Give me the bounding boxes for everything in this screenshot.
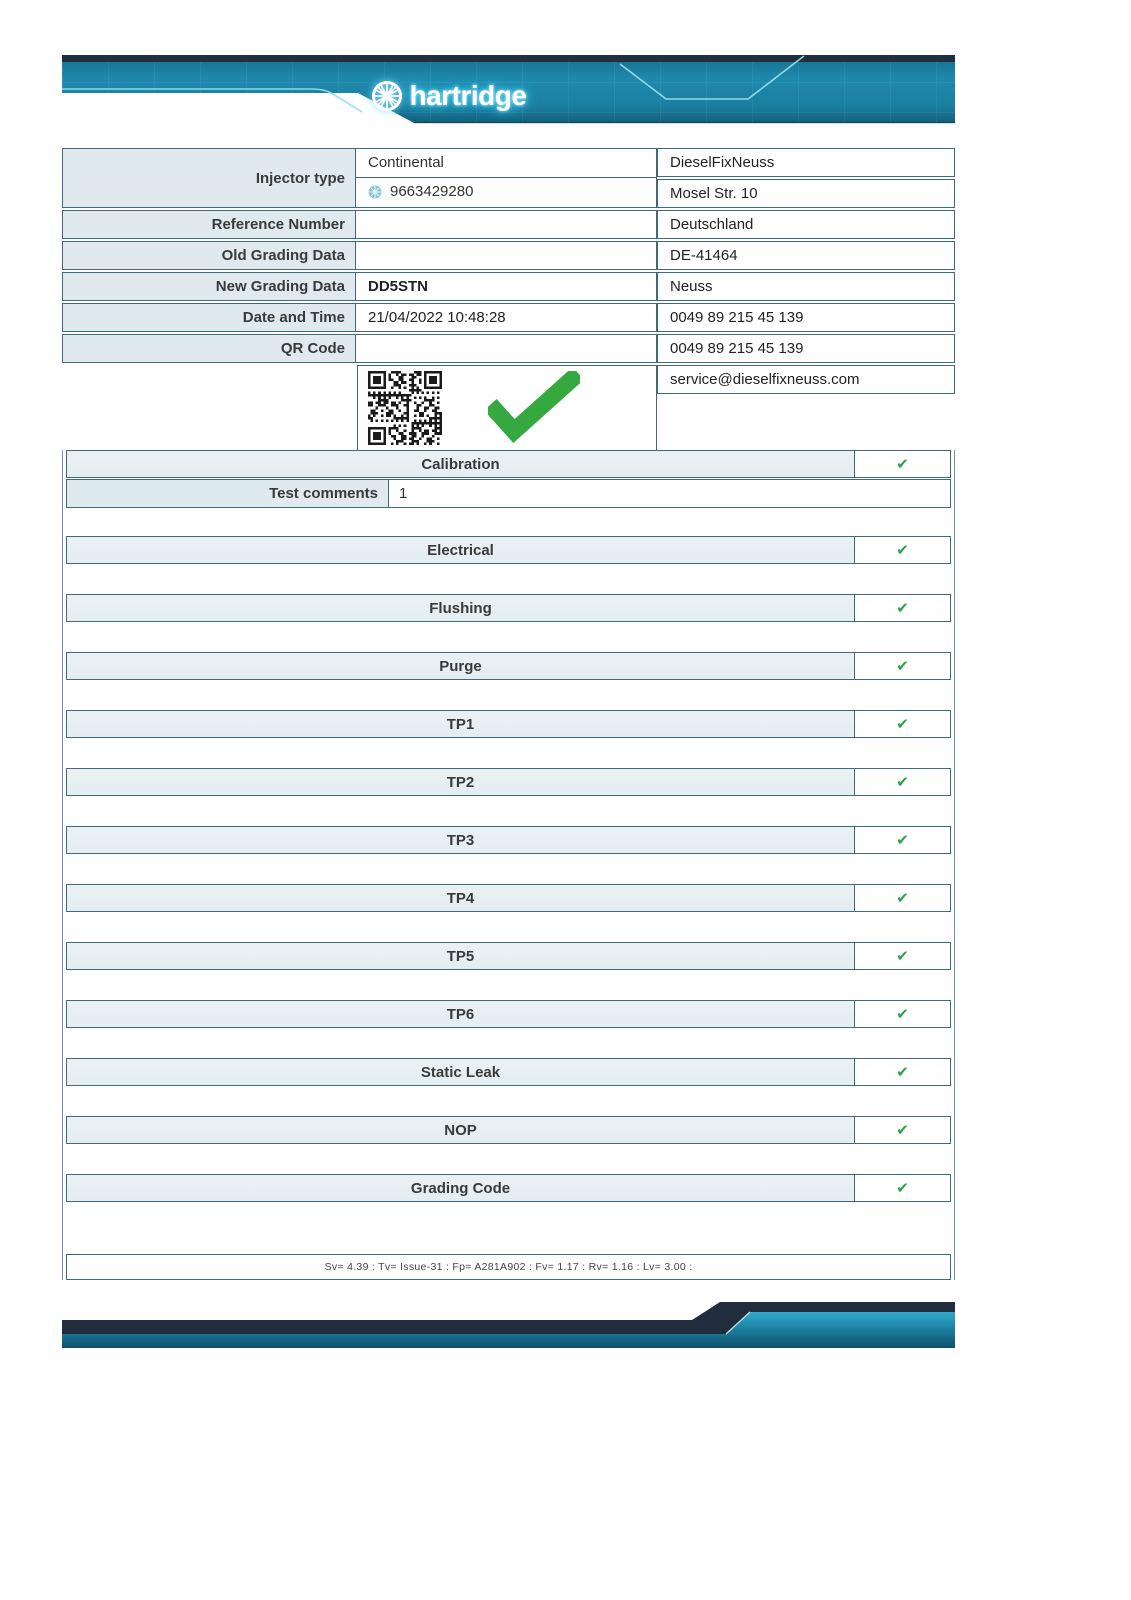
check-icon: ✔ [896, 1122, 909, 1139]
check-icon: ✔ [896, 1180, 909, 1197]
status-line-row [66, 1254, 951, 1280]
reference-number-row [62, 210, 657, 239]
reference-number-label: Reference Number [63, 211, 356, 238]
spacer-row [63, 565, 954, 594]
company-street: Mosel Str. 10 [657, 179, 955, 208]
section-label: Flushing [67, 595, 854, 621]
test-section-row [66, 826, 951, 854]
calibration-row [66, 450, 951, 478]
spacer-row [63, 1029, 954, 1058]
test-section-row [66, 1058, 951, 1086]
footer-banner [62, 1298, 955, 1354]
check-icon: ✔ [896, 890, 909, 907]
company-name: DieselFixNeuss [657, 148, 955, 177]
section-label: Grading Code [67, 1175, 854, 1201]
section-label: Electrical [67, 537, 854, 563]
spacer-row [63, 623, 954, 652]
success-check-icon [488, 371, 580, 445]
section-label: TP5 [67, 943, 854, 969]
test-section-row [66, 1174, 951, 1202]
spacer-row [63, 1232, 954, 1254]
spacer-row [63, 1087, 954, 1116]
datetime-label: Date and Time [63, 304, 356, 331]
wheel-bullet-icon [368, 185, 382, 199]
check-icon: ✔ [896, 456, 909, 473]
section-label: NOP [67, 1117, 854, 1143]
old-grading-label: Old Grading Data [63, 242, 356, 269]
section-label: Purge [67, 653, 854, 679]
new-grading-label: New Grading Data [63, 273, 356, 300]
check-icon: ✔ [896, 774, 909, 791]
test-section-row [66, 536, 951, 564]
section-label: TP6 [67, 1001, 854, 1027]
test-section-row [66, 652, 951, 680]
new-grading-value: DD5STN [368, 278, 429, 295]
old-grading-row [62, 241, 657, 270]
spacer-row [63, 1145, 954, 1174]
injector-number-value: 9663429280 [390, 183, 474, 201]
test-section-row [66, 1000, 951, 1028]
reference-number-value [356, 211, 656, 238]
test-section-row [66, 884, 951, 912]
datetime-value: 21/04/2022 10:48:28 [368, 309, 506, 326]
spacer-row [63, 739, 954, 768]
injector-type-label: Injector type [63, 149, 356, 207]
company-city: Neuss [657, 272, 955, 301]
injector-info-left [62, 148, 657, 365]
injector-type-row [62, 148, 657, 208]
spacer-row [63, 1203, 954, 1232]
spacer-row [63, 797, 954, 826]
company-postcode: DE-41464 [657, 241, 955, 270]
test-comments-row [66, 479, 951, 508]
old-grading-value [356, 242, 656, 269]
test-section-row [66, 594, 951, 622]
section-label: TP4 [67, 885, 854, 911]
spacer-row [63, 971, 954, 1000]
check-icon: ✔ [896, 600, 909, 617]
test-sections [63, 536, 954, 1232]
check-icon: ✔ [896, 542, 909, 559]
company-country: Deutschland [657, 210, 955, 239]
check-icon: ✔ [896, 832, 909, 849]
section-label: Static Leak [67, 1059, 854, 1085]
test-comments-label: Test comments [67, 480, 389, 507]
spacer-row [63, 855, 954, 884]
datetime-row [62, 303, 657, 332]
test-section-row [66, 1116, 951, 1144]
section-label: TP3 [67, 827, 854, 853]
qr-code-cell [357, 365, 657, 451]
brand-logo-text: hartridge [409, 80, 527, 111]
test-section-row [66, 768, 951, 796]
check-icon: ✔ [896, 948, 909, 965]
check-icon: ✔ [896, 1064, 909, 1081]
test-comments-value: 1 [399, 485, 408, 502]
injector-make-value: Continental [356, 149, 656, 178]
test-results-table [62, 450, 955, 1280]
company-phone-1: 0049 89 215 45 139 [657, 303, 955, 332]
test-section-row [66, 710, 951, 738]
header-banner [62, 52, 955, 126]
check-icon: ✔ [896, 658, 909, 675]
check-icon: ✔ [896, 1006, 909, 1023]
status-line: Sv= 4.39 : Tv= Issue-31 : Fp= A281A902 : Fv= 1.17 : Rv= 1.16 : Lv= 3.00 : [324, 1261, 693, 1273]
qr-code-label: QR Code [63, 335, 356, 362]
qr-code-row [62, 334, 657, 363]
injector-info-table [62, 148, 955, 396]
check-icon: ✔ [896, 716, 909, 733]
spacer-row [63, 508, 954, 536]
company-info [657, 148, 955, 396]
new-grading-row [62, 272, 657, 301]
calibration-label: Calibration [67, 451, 854, 477]
spacer-row [63, 681, 954, 710]
spacer-row [63, 913, 954, 942]
company-phone-2: 0049 89 215 45 139 [657, 334, 955, 363]
section-label: TP1 [67, 711, 854, 737]
qr-code [368, 371, 442, 445]
section-label: TP2 [67, 769, 854, 795]
test-section-row [66, 942, 951, 970]
company-email: service@dieselfixneuss.com [657, 365, 955, 394]
